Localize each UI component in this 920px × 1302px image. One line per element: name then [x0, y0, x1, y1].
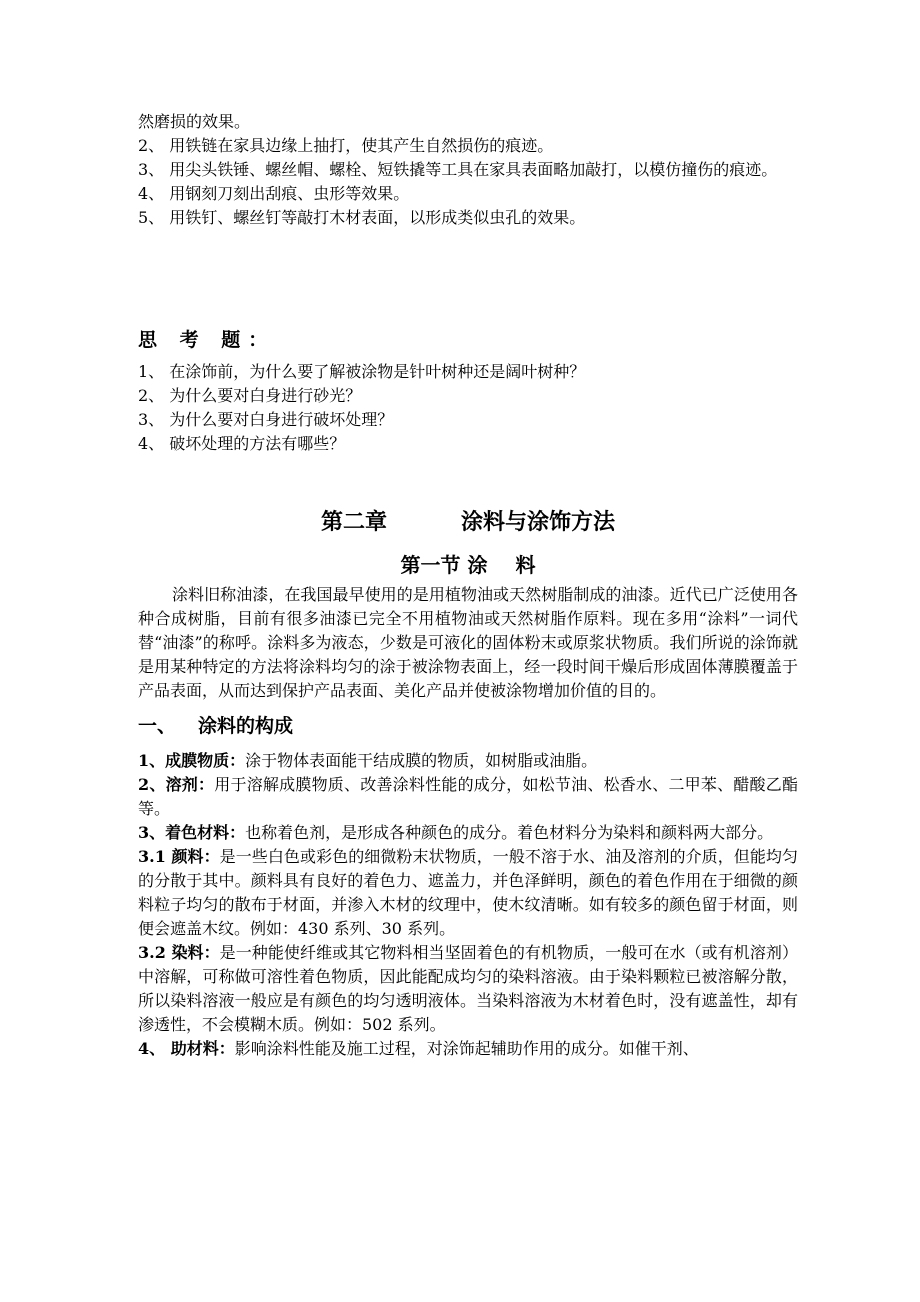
definition-text: 是一种能使纤维或其它物料相当坚固着色的有机物质，一般可在水（或有机溶剂）中溶解，可称做可溶性着色物质，因此能配成均匀的染料溶液。由于染料颗粒已被溶解分散，所以染料溶液一般应是有颜色的均匀透明液体。当染料溶液为木材着色时，没有遮盖性，却有渗透性，不会模糊木质。例如：502 系列。	[138, 943, 798, 1034]
definition-label: 1、成膜物质：	[138, 751, 246, 770]
question-item: 4、 破坏处理的方法有哪些？	[138, 434, 346, 453]
question-item: 3、 为什么要对白身进行破坏处理？	[138, 410, 394, 429]
section-title	[138, 547, 798, 583]
definition-text: 涂于物体表面能干结成膜的物质，如树脂或油脂。	[245, 751, 598, 770]
questions-heading: 思 考 题：	[138, 329, 276, 351]
section-number: 第一节 涂	[400, 553, 488, 577]
document-body	[138, 110, 798, 1061]
questions-block	[138, 328, 798, 456]
section-name: 料	[515, 553, 536, 577]
subsection-heading	[138, 711, 798, 741]
list-item: 3、 用尖头铁锤、螺丝帽、螺栓、短铁撬等工具在家具表面略加敲打，以模仿撞伤的痕迹。	[138, 160, 778, 179]
definition-label: 2、溶剂：	[138, 775, 215, 794]
definition-item	[138, 845, 798, 941]
definition-label: 3.1 颜料：	[138, 847, 220, 866]
question-item: 2、 为什么要对白身进行砂光？	[138, 386, 362, 405]
definition-label: 4、 助材料：	[138, 1039, 235, 1058]
definition-item	[138, 773, 798, 821]
chapter-title	[138, 505, 798, 541]
list-item: 4、 用钢刻刀刻出刮痕、虫形等效果。	[138, 184, 410, 203]
definition-item	[138, 1037, 798, 1061]
definition-label: 3、着色材料：	[138, 823, 246, 842]
definition-item	[138, 821, 798, 845]
definition-text: 影响涂料性能及施工过程，对涂饰起辅助作用的成分。如催干剂、	[234, 1039, 699, 1058]
definition-text: 也称着色剂，是形成各种颜色的成分。着色材料分为染料和颜料两大部分。	[245, 823, 774, 842]
chapter-name: 涂料与涂饰方法	[461, 510, 616, 535]
definition-item	[138, 941, 798, 1037]
chapter-number: 第二章	[320, 510, 387, 535]
definition-text: 是一些白色或彩色的细微粉末状物质，一般不溶于水、油及溶剂的介质，但能均匀的分散于其中。颜料具有良好的着色力、遮盖力，并色泽鲜明，颜色的着色作用在于细微的颜料粒子均匀的散布于材面，并渗入木材的纹理中，使木纹清晰。如有较多的颜色留于材面，则便会遮盖木纹。例如：430 系列、30 系列。	[138, 847, 798, 938]
intro-paragraph: 涂料旧称油漆，在我国最早使用的是用植物油或天然树脂制成的油漆。近代已广泛使用各种合成树脂，目前有很多油漆已完全不用植物油或天然树脂作原料。现在多用“涂料”一词代替“油漆”的称呼。涂料多为液态，少数是可液化的固体粉末或原浆状物质。我们所说的涂饰就是用某种特定的方法将涂料均匀的涂于被涂物表面上，经一段时间干燥后形成固体薄膜覆盖于产品表面，从而达到保护产品表面、美化产品并使被涂物增加价值的目的。	[138, 585, 798, 700]
text-line: 然磨损的效果。	[138, 112, 251, 131]
subsection-title: 涂料的构成	[198, 715, 294, 737]
list-item: 5、 用铁钉、螺丝钉等敲打木材表面，以形成类似虫孔的效果。	[138, 208, 586, 227]
question-item: 1、 在涂饰前，为什么要了解被涂物是针叶树种还是阔叶树种？	[138, 362, 586, 381]
subsection-number: 一、	[138, 715, 177, 737]
list-item: 2、 用铁链在家具边缘上抽打，使其产生自然损伤的痕迹。	[138, 136, 554, 155]
definition-text: 用于溶解成膜物质、改善涂料性能的成分，如松节油、松香水、二甲苯、醋酸乙酯等。	[138, 775, 798, 818]
definition-item	[138, 749, 798, 773]
definition-label: 3.2 染料：	[138, 943, 220, 962]
